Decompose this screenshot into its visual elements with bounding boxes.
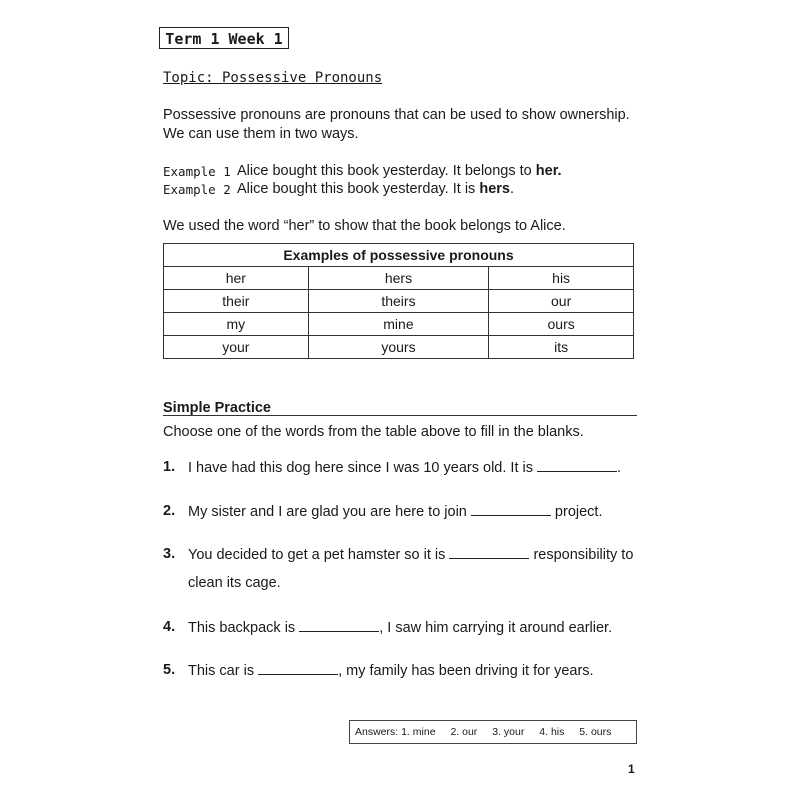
table-row [164, 290, 634, 313]
example-1-text: Alice bought this book yesterday. It belongs to her. [237, 163, 562, 179]
table-cell: mine [308, 313, 489, 336]
table-cell: hers [308, 267, 489, 290]
answers-box [349, 720, 637, 744]
question-3-text-line-2: clean its cage. [188, 575, 281, 591]
table-cell: theirs [308, 290, 489, 313]
table-cell: your [164, 336, 309, 359]
table-title: Examples of possessive pronouns [164, 244, 634, 267]
answer-item: 4. his [539, 726, 565, 738]
answer-blank[interactable] [537, 459, 617, 472]
answer-blank[interactable] [258, 662, 338, 675]
pronoun-table [163, 243, 634, 359]
table-cell: their [164, 290, 309, 313]
question-1-text: I have had this dog here since I was 10 years old. It is . [188, 460, 622, 476]
term-week-title: Term 1 Week 1 [159, 27, 289, 49]
practice-instruction: Choose one of the words from the table above to fill in the blanks. [163, 424, 584, 440]
table-cell: its [489, 336, 634, 359]
question-1-number: 1. [163, 459, 176, 475]
question-5-text: This car is , my family has been driving it for years. [188, 663, 594, 679]
intro-line-1: Possessive pronouns are pronouns that can be used to show ownership. [163, 107, 630, 123]
question-5-number: 5. [163, 662, 176, 678]
answer-blank[interactable] [471, 503, 551, 516]
answer-blank[interactable] [299, 619, 379, 632]
table-cell: my [164, 313, 309, 336]
intro-line-2: We can use them in two ways. [163, 126, 359, 142]
answer-item: Answers: 1. mine [355, 726, 436, 738]
answer-item: 3. your [492, 726, 525, 738]
practice-title: Simple Practice [163, 400, 271, 416]
question-2-text: My sister and I are glad you are here to join project. [188, 504, 603, 520]
answer-item: 5. ours [579, 726, 612, 738]
question-4-number: 4. [163, 619, 176, 635]
table-row [164, 336, 634, 359]
question-3-number: 3. [163, 546, 176, 562]
practice-title-rule [163, 415, 637, 416]
explanation-text: We used the word “her” to show that the book belongs to Alice. [163, 218, 566, 234]
answer-blank[interactable] [449, 546, 529, 559]
question-2-number: 2. [163, 503, 176, 519]
question-4-text: This backpack is , I saw him carrying it around earlier. [188, 620, 613, 636]
table-cell: her [164, 267, 309, 290]
topic-heading: Topic: Possessive Pronouns [163, 70, 383, 86]
answer-item: 2. our [450, 726, 478, 738]
table-cell: ours [489, 313, 634, 336]
example-2-text: Alice bought this book yesterday. It is hers. [237, 181, 515, 197]
table-row [164, 267, 634, 290]
table-cell: our [489, 290, 634, 313]
table-header-row [164, 244, 634, 267]
question-3-text: You decided to get a pet hamster so it is responsibility to [188, 547, 634, 563]
table-cell: yours [308, 336, 489, 359]
table-cell: his [489, 267, 634, 290]
table-row [164, 313, 634, 336]
example-1-label: Example 1 [163, 164, 231, 179]
page-number: 1 [628, 762, 635, 776]
example-2-label: Example 2 [163, 182, 231, 197]
